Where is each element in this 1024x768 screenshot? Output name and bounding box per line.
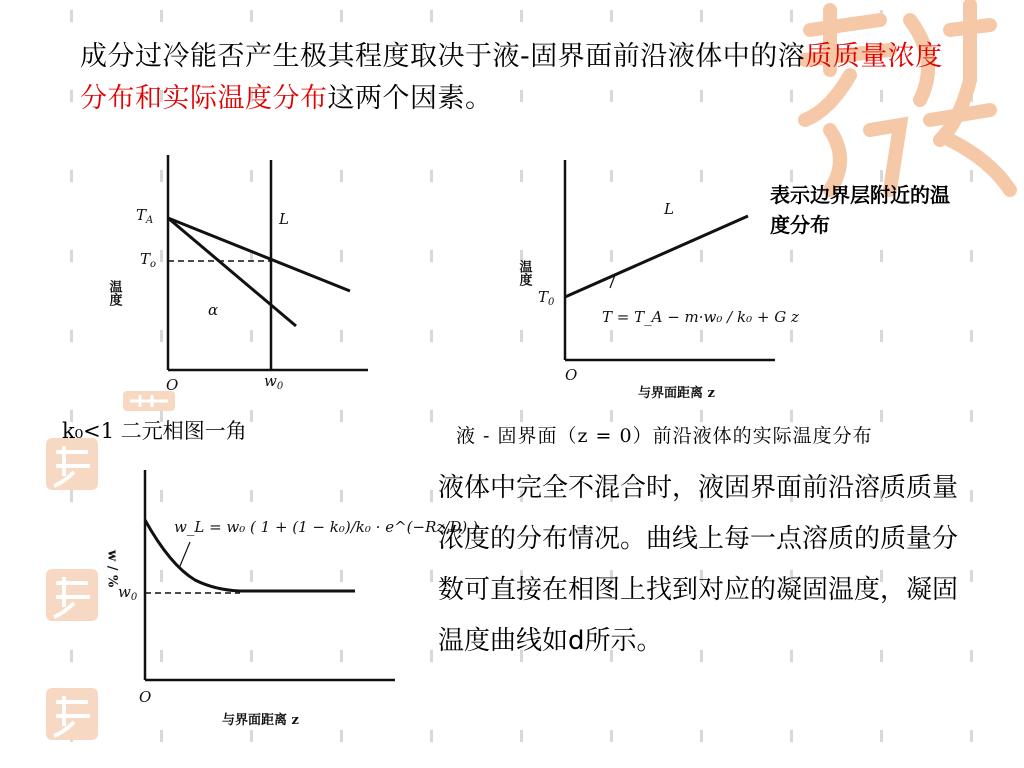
- temperature-distribution-figure: [510, 160, 799, 410]
- watermark-stamp: [44, 686, 100, 742]
- background-dash: [70, 90, 73, 102]
- background-dash: [970, 250, 973, 262]
- watermark-stamp: [44, 567, 100, 623]
- body-text: 液体中完全不混合时，液固界面前沿溶质质量浓度的分布情况。曲线上每一点溶质的质量分数可直接在相图上找到对应的凝固温度，凝固温度曲线如d所示。: [438, 473, 959, 656]
- background-dash: [970, 730, 973, 742]
- background-dash: [610, 10, 613, 22]
- concentration-distribution-figure: [104, 470, 478, 730]
- background-dash: [880, 330, 883, 342]
- background-dash: [700, 10, 703, 22]
- label-origin: O: [139, 688, 152, 706]
- background-dash: [430, 410, 433, 422]
- slide-title: [80, 36, 960, 120]
- background-dash: [880, 410, 883, 422]
- background-dash: [970, 570, 973, 582]
- background-dash: [880, 250, 883, 262]
- background-dash: [70, 650, 73, 662]
- background-dash: [970, 410, 973, 422]
- background-dash: [790, 250, 793, 262]
- x-axis-label: 与界面距离 z: [638, 386, 715, 401]
- caption-temperature-distribution: 液 - 固界面（z = 0）前沿液体的实际温度分布: [456, 425, 873, 447]
- background-dash: [430, 250, 433, 262]
- background-dash: [520, 730, 523, 742]
- label-origin: O: [565, 366, 578, 384]
- background-dash: [970, 330, 973, 342]
- background-dash: [250, 730, 253, 742]
- background-dash: [250, 410, 253, 422]
- background-dash: [340, 730, 343, 742]
- background-dash: [340, 10, 343, 22]
- concentration-equation: w_L = w₀ ( 1 + (1 − k₀)/k₀ · e^(−Rz/D) ): [174, 518, 478, 536]
- background-dash: [880, 730, 883, 742]
- background-dash: [430, 570, 433, 582]
- y-axis-label: w / %: [104, 550, 120, 588]
- x-axis-label: 与界面距离 z: [222, 713, 299, 728]
- background-dash: [160, 10, 163, 22]
- label-L: L: [664, 200, 674, 218]
- background-dash: [430, 490, 433, 502]
- label-alpha: α: [208, 301, 219, 319]
- background-dash: [160, 730, 163, 742]
- background-dash: [430, 650, 433, 662]
- equation-pointer: [180, 542, 190, 566]
- solidus-line: [168, 218, 296, 326]
- label-w0: $w_0$: [264, 372, 284, 392]
- phase-diagram-figure: [100, 150, 370, 400]
- background-dash: [790, 730, 793, 742]
- y-axis-label: 温度: [516, 260, 532, 286]
- caption-phase-diagram: k₀<1 二元相图一角: [62, 419, 247, 443]
- background-dash: [970, 490, 973, 502]
- title-highlight: 质质量浓度分布和实际温度分布: [80, 41, 943, 114]
- background-dash: [790, 330, 793, 342]
- background-dash: [430, 10, 433, 22]
- title-text: 成分过冷能否产生极其程度取决于液-固界面前沿液体中的溶: [80, 41, 806, 72]
- label-w0: $w_0$: [118, 583, 138, 603]
- title-text-end: 这两个因素。: [327, 83, 493, 114]
- label-To: $T_o$: [140, 250, 157, 270]
- background-dash: [250, 10, 253, 22]
- background-dash: [520, 10, 523, 22]
- background-dash: [430, 170, 433, 182]
- temperature-line: [565, 216, 748, 297]
- liquidus-line: [168, 218, 350, 291]
- label-T0: $T_0$: [538, 288, 555, 308]
- y-axis-label: 温度: [106, 280, 122, 306]
- background-dash: [70, 10, 73, 22]
- background-dash: [700, 730, 703, 742]
- background-dash: [430, 730, 433, 742]
- background-dash: [340, 410, 343, 422]
- temperature-equation: T = T_A − m·w₀ / k₀ + G z: [602, 308, 799, 326]
- background-dash: [70, 170, 73, 182]
- background-dash: [70, 330, 73, 342]
- background-dash: [430, 330, 433, 342]
- background-dash: [70, 250, 73, 262]
- callout-boundary-layer: 表示边界层附近的温度分布: [770, 183, 950, 237]
- label-TA: $T_A$: [136, 206, 154, 226]
- label-L: L: [279, 210, 289, 228]
- background-dash: [970, 650, 973, 662]
- label-origin: O: [166, 376, 179, 394]
- background-dash: [610, 730, 613, 742]
